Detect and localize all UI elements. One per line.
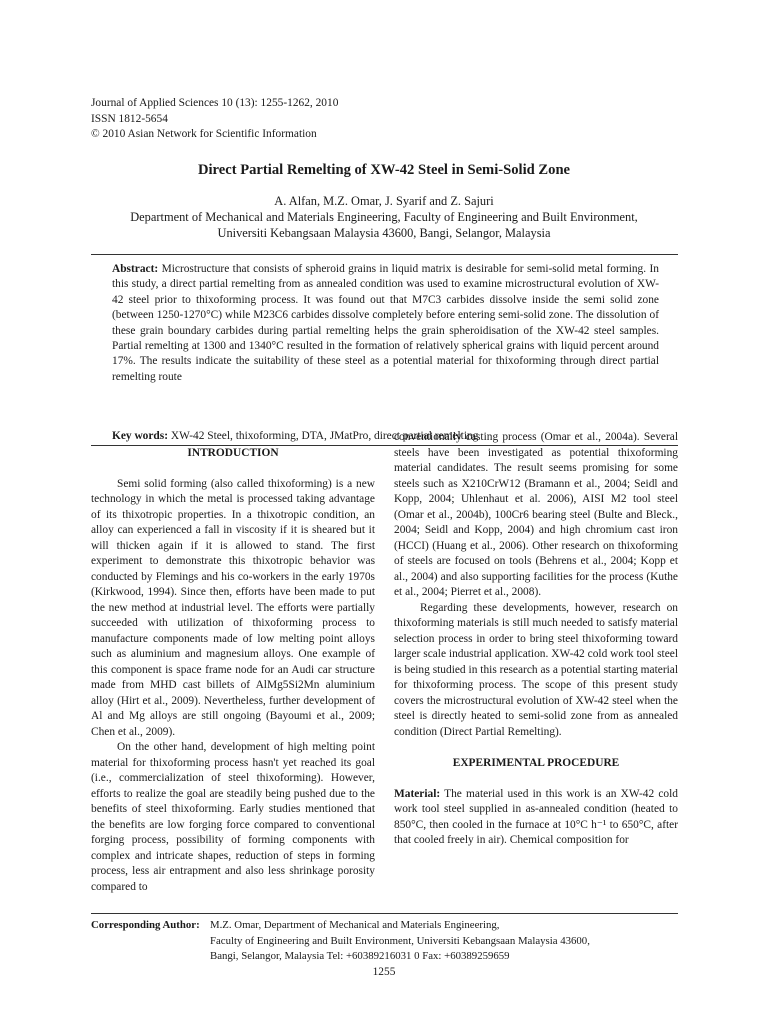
corresponding-label: Corresponding Author: bbox=[91, 919, 200, 931]
author-block bbox=[0, 193, 768, 241]
left-column bbox=[91, 430, 375, 895]
material-paragraph bbox=[394, 787, 678, 849]
corresponding-line-2: Faculty of Engineering and Built Environment, Universiti Kebangsaan Malaysia 43600, bbox=[210, 934, 590, 947]
affiliation-line-1: Department of Mechanical and Materials Engineering, Faculty of Engineering and Built Environment, bbox=[130, 210, 638, 224]
abstract-top-rule bbox=[91, 254, 678, 255]
abstract-text: Microstructure that consists of spheroid grains in liquid matrix is desirable for semi-solid metal forming. In this study, a direct partial remelting from as annealed condition was used to examine microstructural evolution of XW-42 steel prior to thixoforming process. It was found out that M7C3 carbides dissolve inside the semi solid zone (between 1250-1270°C) while M23C6 carbides dissolve completely before entering semi-solid zone. The dissolution of these grain boundary carbides during partial remelting helps the grain spheroidisation of the XW-42 steel samples. Partial remelting at 1300 and 1340°C resulted in the formation of relatively spherical grains with liquid percent around 17%. The results indicate the suitability of these steel as a potential material for thixoforming through direct partial remelting route bbox=[112, 263, 659, 383]
journal-header bbox=[91, 96, 338, 143]
page-number: 1255 bbox=[372, 966, 396, 978]
intro-paragraph-1: Semi solid forming (also called thixoforming) is a new technology in which the metal is processed taking advantage of its thixotropic properties. In a thixotropic condition, an alloy can experienced a fall in viscosity if it is sheared but it will thicken again if it is allowed to stand. The first experiment to demonstrate this thixotropic behavior was conducted by Flemings and his co-workers in the early 1970s (Kirkwood, 1994). Since then, efforts have been made to put the new method at industrial level. The efforts were partially succeeded with utilization of thixoforming process to manufacture components made of low melting point alloys such as aluminium and magnesium alloys. One example of this component is space frame node for an Audi car structure made from MHD cast billets of AlMg5Si2Mn aluminium alloy (Hirt et al., 2009). Nevertheless, further development of Al and Mg alloys are still ongoing (Bayoumi et al., 2009; Chen et al., 2009). bbox=[91, 477, 375, 738]
intro-paragraph-2: On the other hand, development of high melting point material for thixoforming process hasn't yet reached its goal (i.e., commercialization of steel thixoforming). However, efforts to realize the goal are steadily being pushed due to the benefits of steel thixoforming. Early studies mentioned that the benefits are low forging force compared to conventional forging process, possibility of forming components with complex and intricate shapes, reduction of steps in forming process, less air entrapment and also less shrinkage porosity compared to bbox=[91, 741, 375, 893]
keywords-text: XW-42 Steel, thixoforming, DTA, JMatPro, direct partial remelting bbox=[170, 430, 479, 442]
journal-issn: ISSN 1812-5654 bbox=[91, 112, 168, 125]
keywords-label: Key words: bbox=[112, 430, 168, 442]
introduction-heading: INTRODUCTION bbox=[187, 446, 279, 459]
abstract-label: Abstract: bbox=[112, 263, 159, 275]
author-list: A. Alfan, M.Z. Omar, J. Syarif and Z. Sajuri bbox=[274, 194, 494, 208]
material-text: The material used in this work is an XW-42 cold work tool steel supplied in as-annealed condition (heated to 850°C, then cooled in the furnace at 10°C h⁻¹ to 650°C, after that cooled freely in air). Chemical composition for bbox=[394, 787, 678, 846]
intro-paragraph-4: Regarding these developments, however, research on thixoforming materials is still much needed to satisfy material selection process in order to bring steel thixoforming toward larger scale industrial application. XW-42 cold work tool steel is being studied in this research as a potential starting material for thixoforming process. The scope of this present study covers the microstructural evolution of XW-42 steel when the steel is directly heated to semi-solid zone from as annealed condition (Direct Partial Remelting). bbox=[394, 601, 678, 738]
journal-copyright: © 2010 Asian Network for Scientific Information bbox=[91, 128, 317, 141]
affiliation-line-2: Universiti Kebangsaan Malaysia 43600, Bangi, Selangor, Malaysia bbox=[217, 226, 551, 240]
footer-rule bbox=[91, 913, 678, 914]
journal-citation: Journal of Applied Sciences 10 (13): 1255-1262, 2010 bbox=[91, 97, 339, 109]
paper-title: Direct Partial Remelting of XW-42 Steel in Semi-Solid Zone bbox=[197, 162, 571, 178]
experimental-heading: EXPERIMENTAL PROCEDURE bbox=[452, 756, 620, 769]
abstract bbox=[112, 262, 659, 385]
corresponding-line-1: M.Z. Omar, Department of Mechanical and Materials Engineering, bbox=[210, 919, 500, 931]
right-column bbox=[394, 430, 678, 849]
material-label: Material: bbox=[394, 787, 441, 800]
intro-paragraph-3: conventionally casting process (Omar et al., 2004a). Several steels have been investigated as potential thixoforming material candidates. The result seems promising for some steels such as X210CrW12 (Bramann et al., 2004; Seidl and Kopp, 2004; Uhlenhaut et al. 2006), AISI M2 tool steel (Omar et al., 2004b), 100Cr6 bearing steel (Bulte and Bleck., 2004; Seidl and Kopp, 2004) and high chromium cast iron (HCCI) (Huang et al., 2006). Other research on thixoforming of steels are focused on tools (Behrens et al., 2004; Kopp et al., 2004) and also supporting facilities for the process (Kuthe et al., 2004; Pierret et al., 2008). bbox=[394, 431, 678, 598]
corresponding-line-3: Bangi, Selangor, Malaysia Tel: +60389216031 0 Fax: +60389259659 bbox=[210, 950, 510, 962]
